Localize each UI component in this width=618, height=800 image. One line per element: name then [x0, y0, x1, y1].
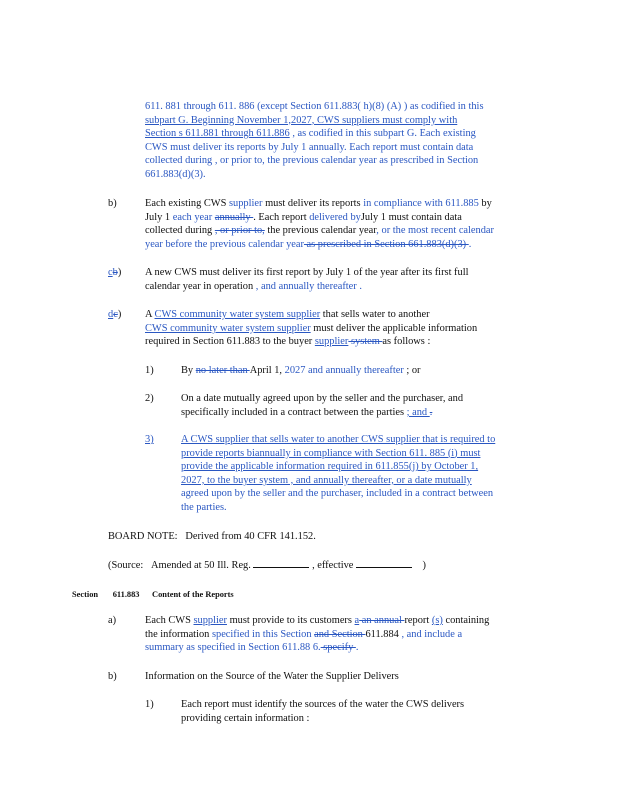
text-line: providing certain information : — [181, 712, 310, 724]
item-label — [108, 266, 121, 280]
inserted-text: . — [355, 642, 359, 654]
text-line: A CWS supplier that sells water to another CWS supplier that is required to — [181, 434, 496, 445]
text-line: Information on the Source of the Water the Supplier Delivers — [145, 671, 399, 682]
text-span: April 1, — [249, 365, 285, 376]
text-line: A new CWS must deliver its first report by July 1 of the year after its first full — [145, 267, 469, 278]
inserted-text: supplier — [193, 615, 227, 626]
inserted-text: c — [108, 267, 113, 278]
text-span: A — [145, 309, 155, 320]
text-span: ) — [422, 560, 426, 571]
inserted-text: , or the most recent calendar — [376, 225, 495, 237]
deleted-text: c — [113, 309, 118, 320]
text-span: must deliver the applicable information — [310, 322, 478, 334]
deleted-text: annually — [214, 211, 254, 223]
text-line: the parties. — [181, 501, 227, 513]
text-span: specifically included in a contract between the parties — [181, 406, 407, 418]
text-line — [145, 335, 545, 349]
inserted-text: a — [354, 615, 360, 626]
text-line: provide reports biannually in compliance with Section 611. 885 (i) must — [181, 447, 481, 459]
board-note-label: BOARD NOTE: — [108, 531, 178, 542]
text-span: must provide to its customers — [226, 615, 355, 626]
text-line: collected during , or prior to, the previous calendar year as prescribed in Section — [145, 155, 479, 167]
inserted-text: year before the previous calendar year — [145, 238, 304, 250]
text-span: Amended at 50 Ill. Reg. — [151, 560, 251, 571]
text-line — [145, 614, 545, 628]
board-note — [108, 530, 548, 544]
text-span: containing — [442, 615, 490, 626]
text-span — [143, 560, 151, 571]
text-line: agreed upon by the seller and the purchaser, included in a contract between — [181, 488, 494, 500]
item-label — [108, 308, 121, 322]
text-line — [145, 308, 545, 322]
text-span: report — [404, 615, 432, 626]
continuation-paragraph — [145, 100, 585, 182]
text-span: . Each report — [253, 211, 310, 223]
text-span: Section s 611.881 through 611.886 — [145, 128, 290, 140]
text-span: the previous calendar year — [264, 225, 377, 237]
text-span: ; or — [406, 365, 421, 376]
section-label: Section — [72, 590, 99, 599]
text-line: On a date mutually agreed upon by the seller and the purchaser, and — [181, 393, 464, 404]
text-span: By — [181, 365, 196, 376]
inserted-text: . — [359, 280, 362, 292]
subitem-number: 1) — [145, 699, 154, 710]
deleted-text: as prescribed in Section 661.883(d)(3) — [303, 238, 469, 250]
text-line — [181, 406, 541, 420]
text-line — [145, 641, 545, 655]
text-span: as follows : — [382, 336, 431, 348]
text-span: Each CWS — [145, 615, 194, 626]
text-span: must contain data — [385, 211, 462, 223]
deleted-text: no later than — [195, 365, 250, 376]
inserted-text: . — [468, 238, 472, 250]
text-span: Each existing CWS — [145, 198, 229, 209]
text-span: that sells water to another — [320, 309, 430, 320]
inserted-text: summary as specified in Section 611.88 6. — [145, 642, 321, 654]
text-span: 611.884 — [365, 628, 402, 640]
text-line — [145, 628, 545, 642]
item-label: b) — [108, 671, 117, 682]
text-span: required in Section 611.883 to the buyer — [145, 336, 315, 348]
text-span — [139, 590, 152, 599]
text-line: provide the applicable information required in 611.855(j) by October 1, — [181, 461, 479, 473]
text-line: 611. 881 through 611. 886 (except Section 611.883( h)(8) (A) ) as codified in this — [145, 101, 484, 112]
deleted-text: . — [429, 406, 433, 418]
deleted-text: , or prior to, — [214, 225, 265, 237]
text-span: (Source: — [108, 560, 144, 571]
inserted-text: in compliance with 611.885 — [363, 198, 479, 209]
deleted-text: an annual — [359, 615, 405, 626]
subitem-number: 2) — [145, 393, 154, 404]
deleted-text: and Section — [314, 628, 366, 640]
text-line — [145, 238, 545, 252]
inserted-text: , and include a — [401, 628, 463, 640]
item-label: a) — [108, 615, 117, 626]
blank-line — [356, 567, 412, 568]
text-span: ) — [117, 267, 122, 278]
inserted-text: supplier — [228, 198, 263, 209]
text-span: , effective — [312, 560, 354, 571]
text-line: 661.883(d)(3). — [145, 168, 206, 180]
text-line: 2027, to the buyer system , and annually thereafter, or a date mutually — [181, 474, 472, 486]
inserted-text: , and annually thereafter — [255, 280, 360, 292]
inserted-text: 2027 and annually thereafter — [284, 365, 407, 376]
deleted-text: system — [348, 336, 383, 348]
text-span: July 1 — [360, 211, 386, 223]
inserted-text: (s) — [431, 615, 443, 626]
text-line — [145, 211, 545, 225]
text-span: calendar year in operation — [145, 280, 256, 292]
subitem-number: 1) — [145, 365, 154, 376]
section-number: 611.883 — [112, 590, 140, 599]
inserted-text: delivered by — [309, 211, 361, 223]
text-span: must deliver its reports — [262, 198, 364, 209]
inserted-text: d — [108, 309, 114, 320]
inserted-text: specified in this Section — [211, 628, 315, 640]
deleted-text: b — [112, 267, 118, 278]
section-title: Content of the Reports — [152, 590, 234, 599]
section-heading — [72, 588, 552, 602]
text-line — [145, 224, 545, 238]
text-line: subpart G. Beginning November 1,2027, CWS suppliers must comply with — [145, 114, 458, 126]
text-line — [145, 322, 545, 336]
inserted-text: ; and — [406, 406, 430, 418]
text-line: CWS must deliver its reports by July 1 annually. Each report must contain data — [145, 141, 474, 153]
text-line — [145, 280, 545, 294]
item-label: b) — [108, 198, 117, 209]
blank-line — [253, 567, 309, 568]
text-line — [181, 364, 541, 378]
inserted-text: supplier — [314, 336, 349, 348]
text-line: Each report must identify the sources of the water the CWS delivers — [181, 699, 465, 710]
inserted-text: CWS community water system supplier — [154, 309, 321, 320]
text-line — [145, 127, 585, 141]
text-span: by — [478, 198, 492, 209]
text-span — [98, 590, 113, 599]
text-line — [145, 197, 545, 211]
inserted-text: each year — [172, 211, 215, 223]
deleted-text: specify — [320, 642, 356, 654]
text-span: ) — [117, 309, 122, 320]
text-span: , as codified in this subpart G. Each existing — [292, 128, 476, 140]
text-span: collected during — [145, 225, 215, 237]
text-span: July 1 — [145, 211, 173, 223]
text-span: the information — [145, 628, 212, 640]
subitem-number: 3) — [145, 434, 154, 445]
board-note-text: Derived from 40 CFR 141.152. — [185, 531, 316, 542]
inserted-text: CWS community water system supplier — [145, 322, 311, 334]
source-note — [108, 559, 548, 573]
